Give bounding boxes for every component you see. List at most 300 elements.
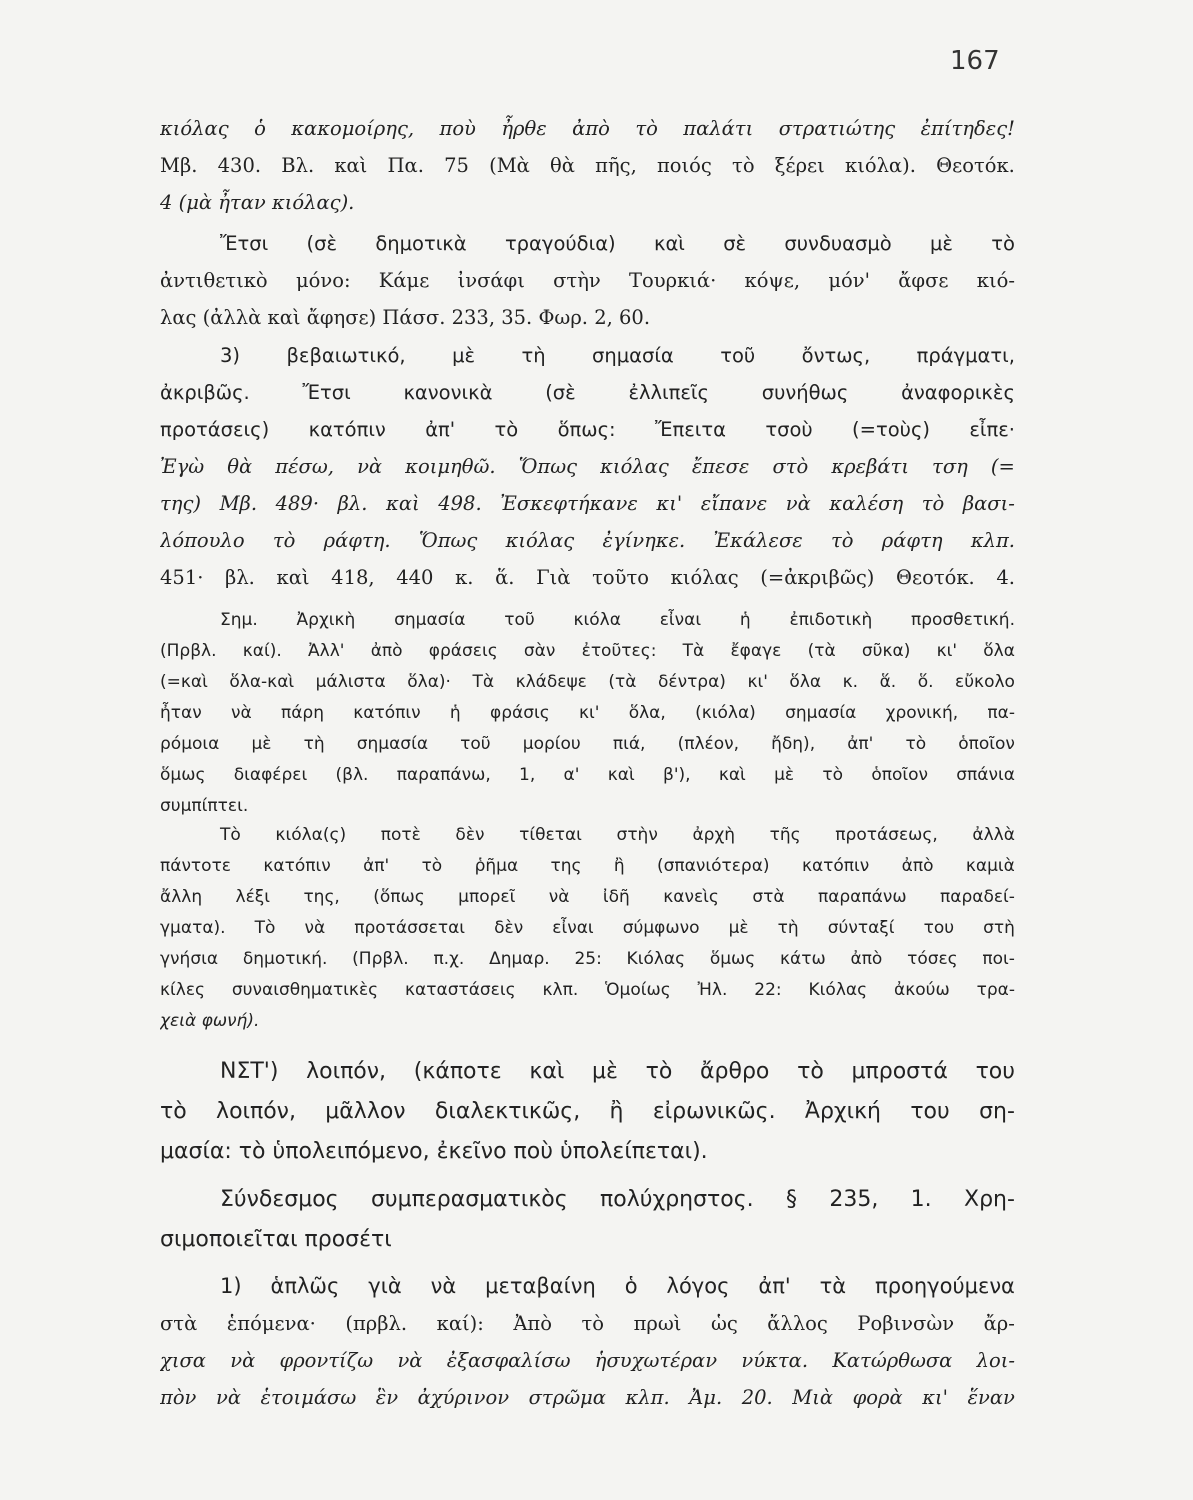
word: εἶναι xyxy=(552,918,594,938)
text-line xyxy=(160,485,1015,522)
word: φράσις xyxy=(489,703,550,723)
word: ὁποῖον xyxy=(958,734,1015,754)
word: Ἔτσι xyxy=(302,381,351,404)
word: τὰ xyxy=(819,1274,847,1298)
word: τὸ xyxy=(822,765,844,785)
word: μὲ xyxy=(930,232,953,255)
word: ἑτοιμάσω xyxy=(260,1386,357,1409)
word: καὶ xyxy=(529,1059,565,1084)
word: (= xyxy=(990,455,1015,478)
word: ποιός xyxy=(656,154,712,177)
word: της xyxy=(550,856,582,876)
text-line xyxy=(160,1052,1015,1092)
word: σημασία xyxy=(785,703,857,723)
word: ἑπόμενα· xyxy=(226,1312,316,1335)
word: ποτὲ xyxy=(380,825,421,845)
word: κλπ. xyxy=(625,1386,670,1409)
word: Πα. xyxy=(387,154,424,177)
word: ἄρθρο xyxy=(700,1059,770,1084)
word: Τὰ xyxy=(472,672,495,692)
word: τὸ xyxy=(921,492,945,515)
word: ὅμως xyxy=(709,949,756,969)
word: ἄφσε xyxy=(898,269,949,292)
word: ἀρχὴ xyxy=(692,825,736,845)
word: Ροβινσὼν xyxy=(857,1312,955,1335)
word: τὴ xyxy=(521,344,546,367)
word: καὶ xyxy=(607,765,635,785)
word: ἀπ' xyxy=(363,856,390,876)
word: καὶ xyxy=(718,765,746,785)
word: τὴ xyxy=(777,918,799,938)
word: 22: xyxy=(754,980,782,1000)
word: Χρη- xyxy=(964,1187,1015,1212)
word: (κιόλα) xyxy=(695,703,756,723)
word: 1) xyxy=(220,1274,242,1298)
word: καὶ xyxy=(653,232,685,255)
word: 235, xyxy=(829,1187,879,1212)
word: Ἠλ. xyxy=(697,980,728,1000)
word: (σπανιότερα) xyxy=(657,856,770,876)
word: 418, xyxy=(331,566,375,589)
text-line: μασία: τὸ ὑπολειπόμενο, ἐκεῖνο ποὺ ὑπολείπεται). xyxy=(160,1139,708,1164)
word: ἓν xyxy=(375,1386,399,1409)
text-line xyxy=(160,110,1015,147)
text-line: χειὰ φωνή). xyxy=(160,1011,260,1031)
word: ἐλλιπεῖς xyxy=(628,381,709,404)
word: τραγούδια) xyxy=(504,232,616,255)
text-line xyxy=(160,882,1015,913)
word: 489· xyxy=(275,492,320,515)
word: καί): xyxy=(436,1312,484,1335)
word: ἕναν xyxy=(967,1386,1015,1409)
word: Ὅπως xyxy=(418,529,478,552)
word: τρα- xyxy=(976,980,1015,1000)
word: Ἐγὼ xyxy=(160,455,205,478)
word: εἰρωνικῶς. xyxy=(652,1099,776,1124)
word: ποὺ xyxy=(439,117,476,140)
word: Γιὰ xyxy=(536,566,571,589)
word: διαλεκτικῶς, xyxy=(434,1099,581,1124)
word: μὲ xyxy=(592,1059,618,1084)
word: στρατιώτης xyxy=(778,117,896,140)
word: 25: xyxy=(574,949,602,969)
word: Τουρκιά· xyxy=(629,269,717,292)
word: τὸ xyxy=(645,1059,673,1084)
word: πα- xyxy=(987,703,1015,723)
word: γματα). xyxy=(160,918,226,938)
word: νὰ xyxy=(357,455,383,478)
word: συναισθηματικὲς xyxy=(231,980,379,1000)
paragraph-usage xyxy=(160,1180,1015,1260)
word: Τὸ xyxy=(254,918,276,938)
word: ὅλα xyxy=(983,641,1015,661)
word: 1. xyxy=(910,1187,932,1212)
word: θὰ xyxy=(227,455,253,478)
word: κανονικὰ xyxy=(403,381,493,404)
word: νὰ xyxy=(231,703,252,723)
paragraph-continuation xyxy=(160,110,1015,221)
word: νὰ xyxy=(397,1349,423,1372)
word: Κατώρθωσα xyxy=(832,1349,953,1372)
word: α' xyxy=(563,765,580,785)
paragraph-contrastive xyxy=(160,225,1015,336)
word: κάτω xyxy=(780,949,826,969)
word: 1, xyxy=(519,765,536,785)
word: Ἔτσι xyxy=(220,232,269,255)
word: δὲν xyxy=(494,918,524,938)
word: σῦκα) xyxy=(861,641,911,661)
text-line xyxy=(160,605,1015,636)
word: ὡς xyxy=(710,1312,738,1335)
word: εἶπε· xyxy=(969,418,1015,441)
word: μορίου xyxy=(522,734,581,754)
word: (σὲ xyxy=(306,232,338,255)
word: στὴν xyxy=(616,825,658,845)
word: Θεοτόκ. xyxy=(896,566,975,589)
word: Τὸ xyxy=(220,825,241,845)
word: κιό- xyxy=(976,269,1015,292)
word: τὸ xyxy=(732,154,755,177)
word: Ὅπως xyxy=(518,455,578,478)
text-line xyxy=(160,1092,1015,1132)
word: κλπ. xyxy=(970,529,1015,552)
word: κρεβάτι xyxy=(831,455,909,478)
word: τὸ xyxy=(991,232,1015,255)
word: δημοτικὰ xyxy=(375,232,467,255)
word: εἴπανε xyxy=(700,492,768,515)
word: ἄλλος xyxy=(767,1312,828,1335)
word: (κάποτε xyxy=(413,1059,502,1084)
text-line xyxy=(160,147,1015,184)
word: τὸ xyxy=(494,418,519,441)
word: βλ. xyxy=(337,492,368,515)
word: (Μὰ xyxy=(489,154,530,177)
word: παλάτι xyxy=(683,117,754,140)
word: ὄντως, xyxy=(801,344,871,367)
word: Θεοτόκ. xyxy=(936,154,1015,177)
word: τὸ xyxy=(831,529,854,552)
word: ξέρει xyxy=(774,154,825,177)
word: ὁ xyxy=(254,117,266,140)
word: Κάμε xyxy=(378,269,430,292)
word: χισα xyxy=(160,1349,206,1372)
word: προτάσσεται xyxy=(354,918,466,938)
word: λοι- xyxy=(976,1349,1015,1372)
word: 4. xyxy=(996,566,1015,589)
text-line xyxy=(160,698,1015,729)
text-line xyxy=(160,559,1015,596)
word: ἄρ- xyxy=(983,1312,1015,1335)
word: ἐπιδοτικὴ xyxy=(789,610,873,630)
word: (=τοὺς) xyxy=(852,418,930,441)
word: Ἀρχική xyxy=(804,1099,881,1124)
word: νύκτα. xyxy=(741,1349,809,1372)
word: κανεὶς xyxy=(663,887,719,907)
word: τση xyxy=(932,455,968,478)
word: πιά, xyxy=(612,734,646,754)
word: Μβ. xyxy=(160,154,198,177)
word: λοιπόν, xyxy=(306,1059,387,1084)
text-line xyxy=(160,1305,1015,1342)
word: λέξι xyxy=(235,887,271,907)
word: ἡ xyxy=(449,703,461,723)
word: 20. xyxy=(741,1386,773,1409)
word: ἢ xyxy=(609,1099,624,1124)
word: Ὁμοίως xyxy=(605,980,671,1000)
word: τὸ xyxy=(160,1099,187,1124)
word: συμπερασματικὸς xyxy=(370,1187,568,1212)
word: ὁ xyxy=(624,1274,638,1298)
text-line xyxy=(160,225,1015,262)
word: καὶ xyxy=(276,566,310,589)
word: μάλιστα xyxy=(315,672,386,692)
text-line: συμπίπτει. xyxy=(160,796,249,816)
word: βασι- xyxy=(962,492,1015,515)
word: φροντίζω xyxy=(279,1349,374,1372)
word: π.χ. xyxy=(433,949,465,969)
word: ράφτη xyxy=(881,529,943,552)
word: κιόλας xyxy=(670,566,739,589)
word: μᾶλλον xyxy=(325,1099,406,1124)
word: νὰ xyxy=(215,1386,241,1409)
page-number: 167 xyxy=(950,46,1000,76)
word: 440 xyxy=(396,566,434,589)
word: γνήσια xyxy=(160,949,219,969)
word: τὸ xyxy=(581,1312,605,1335)
word: Δημαρ. xyxy=(489,949,550,969)
word: τὸ xyxy=(905,734,927,754)
word: τὸ xyxy=(421,856,443,876)
word: ἢ xyxy=(613,856,625,876)
word: κιόλας xyxy=(600,455,669,478)
text-line xyxy=(160,851,1015,882)
word: ἅ. xyxy=(495,566,515,589)
word: καὶ xyxy=(386,492,420,515)
note-meaning xyxy=(160,605,1015,822)
word: ἤδη), xyxy=(771,734,816,754)
word: δημοτική. xyxy=(242,949,328,969)
word: πρωὶ xyxy=(633,1312,682,1335)
word: 430. xyxy=(217,154,262,177)
word: θὰ xyxy=(550,154,575,177)
word: σὰν xyxy=(523,641,556,661)
word: κλάδεψε xyxy=(515,672,587,692)
word: φράσεις xyxy=(428,641,498,661)
text-line: σιμοποιεῖται προσέτι xyxy=(160,1227,392,1252)
word: κατόπιν xyxy=(353,703,421,723)
word: εἶναι xyxy=(659,610,702,630)
word: Ἔπειτα xyxy=(654,418,726,441)
word: φορὰ xyxy=(852,1386,903,1409)
word: τοῦ xyxy=(460,734,491,754)
word: μεταβαίνη xyxy=(485,1274,596,1298)
word: ἀλλὰ xyxy=(972,825,1015,845)
word: τοῦτο xyxy=(592,566,649,589)
word: ἀχύρινον xyxy=(417,1386,510,1409)
word: (=καὶ xyxy=(160,672,208,692)
word: ἔφαγε xyxy=(730,641,782,661)
word: (Πρβλ. xyxy=(352,949,409,969)
word: μόνο: xyxy=(295,269,351,292)
word: ἀκούω xyxy=(893,980,950,1000)
text-line xyxy=(160,262,1015,299)
word: ποι- xyxy=(982,949,1015,969)
word: συνήθως xyxy=(761,381,849,404)
text-line: 4 (μὰ ἦταν κιόλας). xyxy=(160,191,355,214)
word: (πλέον, xyxy=(677,734,739,754)
word: του xyxy=(923,918,955,938)
word: (πρβλ. xyxy=(345,1312,408,1335)
word: ἦταν xyxy=(160,703,202,723)
word: 3) xyxy=(220,344,241,367)
word: ἰνσάφι xyxy=(457,269,525,292)
paragraph-affirmative xyxy=(160,337,1015,596)
word: Μβ. xyxy=(219,492,258,515)
word: τίθεται xyxy=(519,825,582,845)
word: β'), xyxy=(662,765,691,785)
word: λόπουλο xyxy=(160,529,245,552)
word: § xyxy=(786,1187,797,1212)
word: ἦρθε xyxy=(501,117,547,140)
word: 451· xyxy=(160,566,204,589)
word: Ἀρχικὴ xyxy=(296,610,356,630)
word: νὰ xyxy=(548,887,570,907)
word: δὲν xyxy=(455,825,485,845)
word: σὲ xyxy=(723,232,747,255)
word: δέντρα) xyxy=(657,672,726,692)
word: τὸ xyxy=(635,117,658,140)
word: ἐγίνηκε. xyxy=(602,529,686,552)
word: κι' xyxy=(578,703,600,723)
word: κοιμηθῶ. xyxy=(405,455,496,478)
word: τὸ xyxy=(272,529,296,552)
text-line xyxy=(160,760,1015,791)
word: ἀντιθετικὸ xyxy=(160,269,268,292)
word: παραπάνω xyxy=(817,887,907,907)
word: Ἀπὸ xyxy=(513,1312,552,1335)
word: ΝΣΤ') xyxy=(220,1059,279,1084)
word: βεβαιωτικό, xyxy=(286,344,406,367)
word: ἀπ' xyxy=(758,1274,791,1298)
word: ἀπὸ xyxy=(370,641,403,661)
word: τὴ xyxy=(303,734,325,754)
word: τῆς xyxy=(769,825,801,845)
word: Μιὰ xyxy=(792,1386,834,1409)
word: ἀναφορικὲς xyxy=(901,381,1015,404)
word: καί). xyxy=(242,641,282,661)
text-line xyxy=(160,522,1015,559)
word: κίλες xyxy=(160,980,205,1000)
word: ἀπ' xyxy=(847,734,874,754)
word: ὁποῖον xyxy=(871,765,928,785)
word: (σὲ xyxy=(545,381,576,404)
word: ὅπως: xyxy=(557,418,616,441)
word: κι' xyxy=(747,672,768,692)
text-line xyxy=(160,729,1015,760)
word: πὸν xyxy=(160,1386,197,1409)
word: σημασία xyxy=(592,344,674,367)
word: μὲ xyxy=(774,765,795,785)
word: καταστάσεις xyxy=(405,980,516,1000)
word: κιόλα(ς) xyxy=(275,825,347,845)
word: (ὅπως xyxy=(373,887,425,907)
word: ἅ. xyxy=(879,672,897,692)
word: στρῶμα xyxy=(528,1386,606,1409)
word: ἀπ' xyxy=(425,418,456,441)
word: πῆς, xyxy=(595,154,637,177)
word: πολύχρηστος. xyxy=(600,1187,754,1212)
text-line xyxy=(160,337,1015,374)
word: καμιὰ xyxy=(965,856,1015,876)
word: μπορεῖ xyxy=(458,887,516,907)
word: (=ἀκριβῶς) xyxy=(760,566,875,589)
word: γιὰ xyxy=(368,1274,402,1298)
word: κιόλα). xyxy=(845,154,916,177)
word: 498. xyxy=(438,492,482,515)
word: στὸ xyxy=(772,455,809,478)
word: ὅλα)· xyxy=(407,672,451,692)
word: ῥῆμα xyxy=(474,856,519,876)
word: στὰ xyxy=(160,1312,198,1335)
word: πράγματι, xyxy=(916,344,1015,367)
word: προσθετική. xyxy=(911,610,1015,630)
word: καλέση xyxy=(829,492,904,515)
word: μὲ xyxy=(251,734,272,754)
word: εὔκολο xyxy=(955,672,1015,692)
word: παραδεί- xyxy=(940,887,1015,907)
word: κλπ. xyxy=(542,980,579,1000)
word: σπάνια xyxy=(956,765,1015,785)
text-line xyxy=(160,975,1015,1006)
word: Ἐσκεφτήκανε xyxy=(500,492,638,515)
word: κ. xyxy=(455,566,474,589)
word: (τὰ xyxy=(608,672,637,692)
word: μόν' xyxy=(828,269,870,292)
word: πέσω, xyxy=(275,455,334,478)
text-line xyxy=(160,820,1015,851)
word: του xyxy=(910,1099,950,1124)
word: κόψε, xyxy=(744,269,801,292)
word: ἐξασφαλίσω xyxy=(446,1349,571,1372)
word: τοῦ xyxy=(720,344,756,367)
text-line xyxy=(160,636,1015,667)
word: κι' xyxy=(656,492,683,515)
word: (Πρβλ. xyxy=(160,641,217,661)
word: ἡ xyxy=(739,610,751,630)
word: Κιόλας xyxy=(626,949,686,969)
word: προτάσεις) xyxy=(160,418,270,441)
word: νὰ xyxy=(304,918,326,938)
text-line xyxy=(160,1379,1015,1416)
word: σύμφωνο xyxy=(622,918,700,938)
word: κ. xyxy=(842,672,859,692)
word: κιόλας xyxy=(505,529,575,552)
word: ἰδῆ xyxy=(602,887,630,907)
text-line: λας (ἀλλὰ καὶ ἄφησε) Πάσσ. 233, 35. Φωρ. 2, 60. xyxy=(160,306,651,329)
word: 75 xyxy=(444,154,469,177)
word: καὶ xyxy=(334,154,368,177)
word: ση- xyxy=(979,1099,1015,1124)
word: συνδυασμὸ xyxy=(784,232,892,255)
word: ὅ. xyxy=(917,672,934,692)
word: (βλ. xyxy=(335,765,369,785)
word: μὲ xyxy=(728,918,749,938)
word: ὅλα xyxy=(789,672,822,692)
word: λοιπόν, xyxy=(216,1099,296,1124)
word: τόσες xyxy=(907,949,958,969)
word: πάρη xyxy=(280,703,324,723)
word: προτάσεως, xyxy=(835,825,938,845)
